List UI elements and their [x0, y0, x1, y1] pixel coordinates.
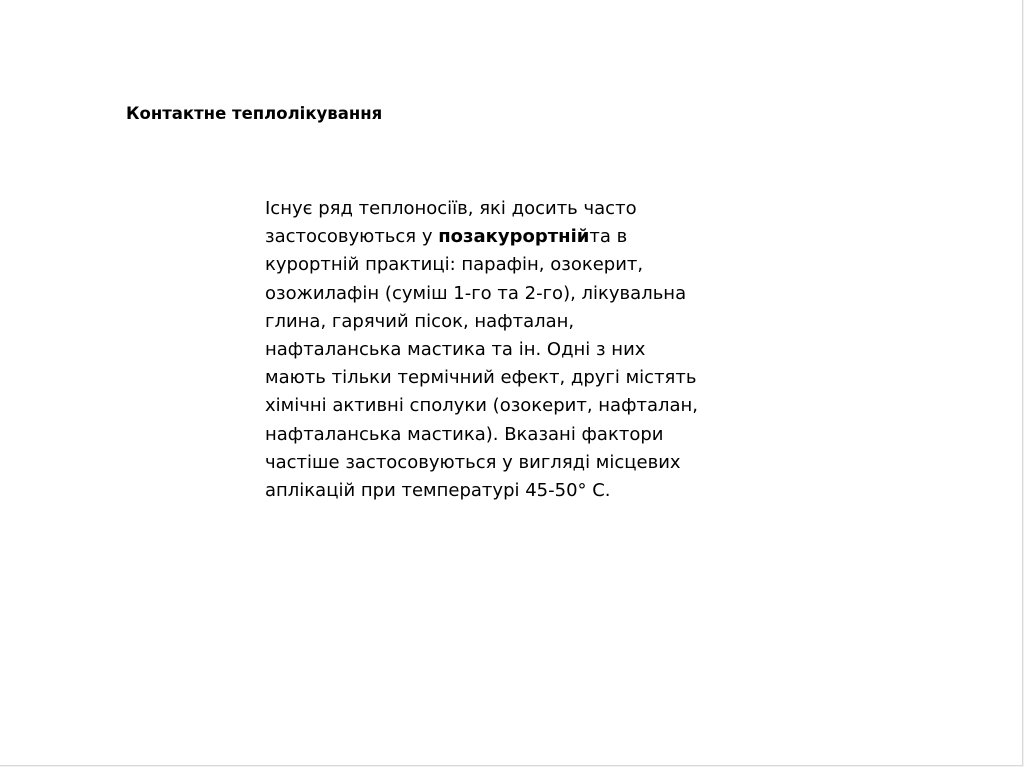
body-line: курортній практиці: парафін, озокерит,: [265, 254, 644, 276]
slide-body-text: [265, 195, 785, 505]
body-line: глина, гарячий пісок, нафталан,: [265, 310, 575, 332]
emphasized-term: позакурортній: [438, 226, 590, 248]
body-line: нафталанська мастика). Вказані фактори: [265, 423, 664, 445]
body-text-segment: застосовуються у: [265, 226, 439, 248]
body-line: озожилафін (суміш 1-го та 2-го), лікувальна: [265, 282, 687, 304]
body-line: аплікацій при температурі 45-50° С.: [265, 480, 611, 502]
body-text-segment: та в: [589, 226, 628, 248]
slide-title: Контактне теплолікування: [126, 104, 383, 123]
body-line: хімічні активні сполуки (озокерит, нафталан,: [265, 395, 699, 417]
body-line: частіше застосовуються у вигляді місцевих: [265, 451, 681, 473]
body-line: Існує ряд теплоносіїв, які досить часто: [265, 198, 637, 219]
body-line-with-emphasis: [265, 223, 785, 251]
body-line: мають тільки термічний ефект, другі містять: [265, 367, 697, 389]
body-line: нафталанська мастика та ін. Одні з них: [265, 339, 646, 361]
